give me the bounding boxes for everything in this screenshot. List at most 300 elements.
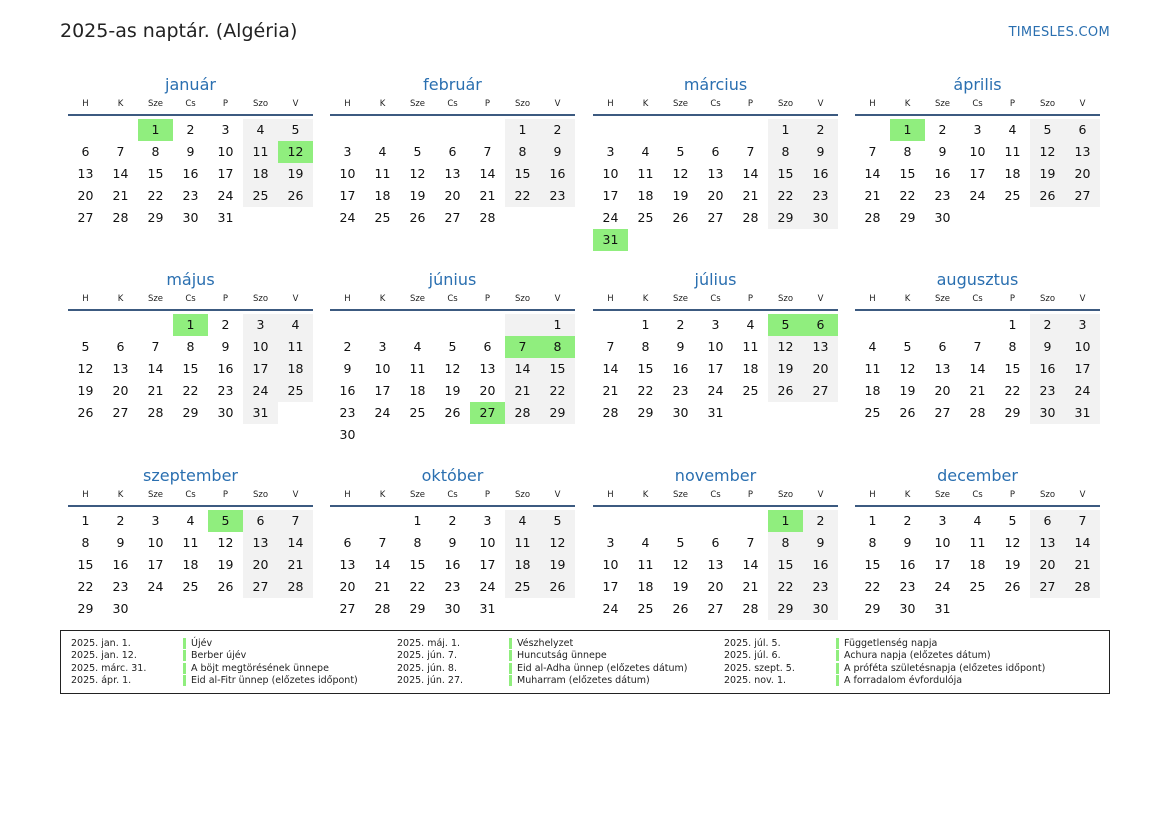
day-cell: 12	[77, 361, 94, 376]
day-cell: 7	[116, 144, 125, 159]
legend-date: 2025. ápr. 1.	[71, 675, 132, 687]
day-cell: 16	[540, 163, 575, 185]
weekday-label: P	[747, 294, 754, 304]
weekday-label: P	[222, 99, 229, 109]
day-cell: 22	[637, 383, 654, 398]
legend-holiday-name: Függetlenség napja	[844, 637, 938, 649]
weekday-header	[330, 487, 575, 507]
day-cell: 29	[1004, 405, 1021, 420]
empty-cell	[365, 510, 400, 532]
day-cell: 11	[1004, 144, 1021, 159]
holiday-swatch	[836, 650, 839, 661]
page-title: 2025-as naptár. (Algéria)	[60, 20, 298, 42]
day-cell: 21	[602, 383, 619, 398]
legend-row	[714, 662, 1045, 675]
day-cell: 13	[112, 361, 129, 376]
weekday-header	[68, 487, 313, 507]
day-cell: 1	[1008, 317, 1017, 332]
day-cell: 20	[707, 188, 724, 203]
day-cell: 18	[374, 188, 391, 203]
weekday-label: K	[117, 294, 124, 304]
weekday-label: Sze	[934, 490, 951, 500]
day-cell: 25	[409, 405, 426, 420]
day-grid	[855, 314, 1100, 424]
day-cell: 29	[768, 598, 803, 620]
day-cell: 24	[602, 210, 619, 225]
weekday-label: Cs	[447, 490, 458, 500]
day-cell: 10	[969, 144, 986, 159]
day-cell: 28	[742, 210, 759, 225]
holiday-day: 27	[470, 402, 505, 424]
empty-cell	[470, 314, 505, 336]
legend-holiday-name: Berber újév	[191, 650, 247, 662]
day-cell: 27	[243, 576, 278, 598]
day-cell: 23	[1030, 380, 1065, 402]
day-cell: 5	[676, 535, 685, 550]
empty-cell	[960, 314, 995, 336]
day-cell: 31	[217, 210, 234, 225]
legend-row	[61, 650, 358, 663]
empty-cell	[628, 510, 663, 532]
day-cell: 17	[934, 557, 951, 572]
day-cell: 23	[803, 185, 838, 207]
day-cell: 20	[77, 188, 94, 203]
weekday-label: Cs	[185, 490, 196, 500]
day-cell: 25	[374, 210, 391, 225]
day-cell: 2	[803, 119, 838, 141]
day-cell: 19	[217, 557, 234, 572]
day-cell: 30	[672, 405, 689, 420]
weekday-label: K	[904, 294, 911, 304]
day-cell: 16	[803, 554, 838, 576]
weekday-label: H	[82, 99, 89, 109]
weekday-label: K	[642, 294, 649, 304]
day-cell: 5	[903, 339, 912, 354]
day-cell: 2	[938, 122, 947, 137]
day-cell: 22	[768, 185, 803, 207]
day-cell: 16	[803, 163, 838, 185]
weekday-label: H	[82, 490, 89, 500]
day-cell: 25	[637, 210, 654, 225]
day-cell: 22	[147, 188, 164, 203]
day-cell: 25	[182, 579, 199, 594]
day-cell: 16	[217, 361, 234, 376]
day-cell: 9	[803, 532, 838, 554]
day-cell: 28	[112, 210, 129, 225]
day-cell: 10	[479, 535, 496, 550]
day-cell: 17	[479, 557, 496, 572]
weekday-label: Sze	[672, 294, 689, 304]
day-cell: 9	[903, 535, 912, 550]
legend-holiday-name: A böjt megtörésének ünnepe	[191, 662, 329, 674]
day-cell: 9	[803, 141, 838, 163]
weekday-label: K	[642, 490, 649, 500]
day-cell: 10	[1065, 336, 1100, 358]
weekday-label: Szo	[777, 490, 794, 500]
weekday-header	[593, 487, 838, 507]
day-cell: 6	[483, 339, 492, 354]
day-cell: 31	[479, 601, 496, 616]
day-cell: 12	[540, 532, 575, 554]
day-cell: 16	[444, 557, 461, 572]
weekday-label: Sze	[672, 99, 689, 109]
day-cell: 2	[1030, 314, 1065, 336]
month-name: október	[421, 466, 484, 485]
day-cell: 15	[540, 358, 575, 380]
day-cell: 29	[768, 207, 803, 229]
day-cell: 9	[186, 144, 195, 159]
site-link[interactable]: TIMESLES.COM	[1008, 25, 1110, 40]
day-cell: 19	[1004, 557, 1021, 572]
day-cell: 1	[768, 119, 803, 141]
day-cell: 10	[602, 166, 619, 181]
month-name: június	[428, 270, 477, 289]
day-cell: 14	[864, 166, 881, 181]
month-name: szeptember	[142, 466, 238, 485]
day-cell: 12	[409, 166, 426, 181]
day-cell: 27	[1065, 185, 1100, 207]
day-cell: 1	[540, 314, 575, 336]
weekday-label: H	[344, 294, 351, 304]
day-cell: 30	[803, 207, 838, 229]
month-11	[593, 465, 838, 620]
day-cell: 11	[637, 557, 654, 572]
empty-cell	[365, 314, 400, 336]
legend-holiday-name: Újév	[191, 637, 213, 649]
day-cell: 11	[374, 166, 391, 181]
legend-holiday-name: Eid al-Adha ünnep (előzetes dátum)	[517, 662, 688, 674]
empty-cell	[330, 314, 365, 336]
legend-row	[61, 662, 358, 675]
month-8	[855, 269, 1100, 424]
weekday-label: Szo	[1039, 99, 1056, 109]
month-name: november	[674, 466, 757, 485]
weekday-label: V	[817, 294, 824, 304]
day-cell: 22	[864, 579, 881, 594]
day-cell: 14	[374, 557, 391, 572]
day-cell: 4	[278, 314, 313, 336]
day-cell: 18	[864, 383, 881, 398]
day-cell: 27	[112, 405, 129, 420]
month-3	[593, 74, 838, 251]
day-cell: 8	[1008, 339, 1017, 354]
empty-cell	[733, 119, 768, 141]
day-cell: 25	[969, 579, 986, 594]
weekday-label: Szo	[1039, 294, 1056, 304]
legend-date: 2025. márc. 31.	[71, 662, 147, 674]
holiday-swatch	[836, 638, 839, 649]
day-cell: 29	[77, 601, 94, 616]
day-cell: 26	[1030, 185, 1065, 207]
holiday-swatch	[183, 638, 186, 649]
day-cell: 15	[637, 361, 654, 376]
day-grid	[593, 510, 838, 620]
day-cell: 1	[413, 513, 422, 528]
empty-cell	[400, 119, 435, 141]
month-1	[68, 74, 313, 229]
weekday-label: Cs	[972, 294, 983, 304]
day-cell: 20	[444, 188, 461, 203]
day-cell: 2	[116, 513, 125, 528]
day-cell: 3	[483, 513, 492, 528]
day-cell: 5	[278, 119, 313, 141]
legend-holiday-name: Huncutság ünnepe	[517, 650, 607, 662]
day-cell: 30	[339, 427, 356, 442]
day-cell: 30	[1030, 402, 1065, 424]
weekday-label: P	[484, 99, 491, 109]
day-cell: 23	[112, 579, 129, 594]
month-12	[855, 465, 1100, 620]
day-cell: 4	[868, 339, 877, 354]
day-cell: 17	[243, 358, 278, 380]
day-cell: 18	[278, 358, 313, 380]
holiday-day: 1	[138, 119, 173, 141]
day-cell: 12	[217, 535, 234, 550]
legend-date: 2025. máj. 1.	[397, 637, 461, 649]
day-cell: 5	[676, 144, 685, 159]
day-cell: 29	[864, 601, 881, 616]
weekday-header	[330, 96, 575, 116]
day-cell: 20	[243, 554, 278, 576]
day-cell: 8	[768, 532, 803, 554]
legend-row	[387, 662, 688, 675]
day-cell: 20	[112, 383, 129, 398]
month-7	[593, 269, 838, 424]
day-cell: 23	[540, 185, 575, 207]
holiday-swatch	[509, 675, 512, 686]
day-cell: 28	[1065, 576, 1100, 598]
day-grid	[330, 314, 575, 446]
day-cell: 19	[540, 554, 575, 576]
day-cell: 23	[899, 579, 916, 594]
day-cell: 7	[378, 535, 387, 550]
day-cell: 14	[479, 166, 496, 181]
empty-cell	[593, 314, 628, 336]
holiday-day: 12	[278, 141, 313, 163]
holiday-day: 1	[768, 510, 803, 532]
day-cell: 17	[147, 557, 164, 572]
empty-cell	[663, 510, 698, 532]
day-cell: 14	[112, 166, 129, 181]
day-cell: 28	[602, 405, 619, 420]
day-cell: 14	[505, 358, 540, 380]
day-cell: 24	[147, 579, 164, 594]
holiday-day: 1	[173, 314, 208, 336]
day-cell: 16	[672, 361, 689, 376]
day-cell: 2	[540, 119, 575, 141]
day-cell: 3	[938, 513, 947, 528]
day-cell: 6	[243, 510, 278, 532]
day-cell: 21	[1065, 554, 1100, 576]
day-cell: 13	[444, 166, 461, 181]
weekday-label: P	[1009, 490, 1016, 500]
weekday-label: Sze	[672, 490, 689, 500]
day-cell: 1	[868, 513, 877, 528]
day-cell: 30	[803, 598, 838, 620]
day-cell: 10	[147, 535, 164, 550]
empty-cell	[925, 314, 960, 336]
weekday-label: P	[222, 490, 229, 500]
day-cell: 9	[221, 339, 230, 354]
day-cell: 26	[672, 601, 689, 616]
day-cell: 20	[707, 579, 724, 594]
day-cell: 25	[637, 601, 654, 616]
day-cell: 20	[934, 383, 951, 398]
day-cell: 15	[409, 557, 426, 572]
day-cell: 24	[934, 579, 951, 594]
day-cell: 18	[969, 557, 986, 572]
legend-column	[387, 637, 688, 687]
day-cell: 18	[505, 554, 540, 576]
day-cell: 23	[803, 576, 838, 598]
day-cell: 14	[969, 361, 986, 376]
legend-date: 2025. jan. 1.	[71, 637, 131, 649]
weekday-label: Cs	[447, 294, 458, 304]
day-cell: 29	[147, 210, 164, 225]
legend-row	[387, 650, 688, 663]
day-cell: 14	[1065, 532, 1100, 554]
day-cell: 11	[637, 166, 654, 181]
day-cell: 23	[217, 383, 234, 398]
weekday-header	[855, 487, 1100, 507]
day-cell: 23	[444, 579, 461, 594]
day-cell: 23	[672, 383, 689, 398]
day-cell: 24	[707, 383, 724, 398]
day-cell: 14	[278, 532, 313, 554]
legend-holiday-name: Vészhelyzet	[517, 637, 574, 649]
weekday-label: Szo	[777, 99, 794, 109]
day-cell: 30	[182, 210, 199, 225]
legend-row	[714, 650, 1045, 663]
holiday-day: 31	[593, 229, 628, 251]
day-cell: 23	[182, 188, 199, 203]
day-cell: 11	[409, 361, 426, 376]
day-cell: 20	[479, 383, 496, 398]
day-cell: 16	[1030, 358, 1065, 380]
weekday-label: K	[117, 490, 124, 500]
day-cell: 26	[278, 185, 313, 207]
legend-row	[61, 637, 358, 650]
weekday-label: K	[642, 99, 649, 109]
legend-holiday-name: Achura napja (előzetes dátum)	[844, 650, 991, 662]
day-cell: 27	[444, 210, 461, 225]
day-cell: 3	[606, 144, 615, 159]
day-cell: 25	[1004, 188, 1021, 203]
weekday-label: V	[292, 490, 299, 500]
weekday-label: V	[1079, 490, 1086, 500]
month-4	[855, 74, 1100, 229]
day-cell: 10	[339, 166, 356, 181]
day-cell: 4	[973, 513, 982, 528]
weekday-label: V	[817, 99, 824, 109]
holiday-day: 6	[803, 314, 838, 336]
legend-row	[387, 637, 688, 650]
weekday-label: K	[904, 490, 911, 500]
weekday-label: P	[747, 99, 754, 109]
day-cell: 27	[707, 210, 724, 225]
day-cell: 5	[81, 339, 90, 354]
weekday-label: Cs	[185, 294, 196, 304]
day-cell: 28	[147, 405, 164, 420]
day-cell: 28	[742, 601, 759, 616]
day-cell: 6	[343, 535, 352, 550]
day-cell: 6	[1030, 510, 1065, 532]
day-cell: 15	[147, 166, 164, 181]
day-cell: 29	[182, 405, 199, 420]
day-cell: 11	[182, 535, 199, 550]
day-cell: 22	[77, 579, 94, 594]
legend-date: 2025. jún. 27.	[397, 675, 464, 687]
day-cell: 22	[540, 380, 575, 402]
day-cell: 27	[934, 405, 951, 420]
day-cell: 28	[864, 210, 881, 225]
day-cell: 14	[147, 361, 164, 376]
day-cell: 14	[742, 166, 759, 181]
day-cell: 5	[448, 339, 457, 354]
empty-cell	[400, 314, 435, 336]
weekday-label: K	[117, 99, 124, 109]
day-cell: 19	[77, 383, 94, 398]
day-cell: 19	[1030, 163, 1065, 185]
day-cell: 23	[339, 405, 356, 420]
day-cell: 18	[742, 361, 759, 376]
weekday-header	[593, 291, 838, 311]
day-cell: 15	[768, 554, 803, 576]
weekday-label: V	[1079, 294, 1086, 304]
holiday-swatch	[183, 650, 186, 661]
day-cell: 13	[1030, 532, 1065, 554]
empty-cell	[365, 119, 400, 141]
day-cell: 26	[77, 405, 94, 420]
day-cell: 3	[378, 339, 387, 354]
day-cell: 24	[1065, 380, 1100, 402]
holiday-swatch	[183, 675, 186, 686]
day-grid	[593, 314, 838, 424]
empty-cell	[698, 510, 733, 532]
day-cell: 22	[182, 383, 199, 398]
day-cell: 11	[969, 535, 986, 550]
weekday-label: H	[869, 490, 876, 500]
day-cell: 28	[479, 210, 496, 225]
day-cell: 30	[934, 210, 951, 225]
day-cell: 6	[116, 339, 125, 354]
holiday-day: 8	[540, 336, 575, 358]
day-cell: 25	[505, 576, 540, 598]
day-cell: 21	[374, 579, 391, 594]
day-cell: 21	[147, 383, 164, 398]
day-cell: 8	[903, 144, 912, 159]
day-cell: 8	[186, 339, 195, 354]
day-cell: 21	[864, 188, 881, 203]
legend-date: 2025. jan. 12.	[71, 650, 137, 662]
day-cell: 6	[938, 339, 947, 354]
day-cell: 10	[217, 144, 234, 159]
day-cell: 9	[938, 144, 947, 159]
weekday-label: P	[222, 294, 229, 304]
weekday-label: K	[904, 99, 911, 109]
month-10	[330, 465, 575, 620]
empty-cell	[103, 314, 138, 336]
day-cell: 19	[672, 579, 689, 594]
day-cell: 7	[151, 339, 160, 354]
day-cell: 8	[868, 535, 877, 550]
day-cell: 9	[676, 339, 685, 354]
weekday-header	[330, 291, 575, 311]
legend-column	[61, 637, 358, 687]
day-cell: 2	[186, 122, 195, 137]
day-cell: 29	[540, 402, 575, 424]
weekday-label: Cs	[447, 99, 458, 109]
